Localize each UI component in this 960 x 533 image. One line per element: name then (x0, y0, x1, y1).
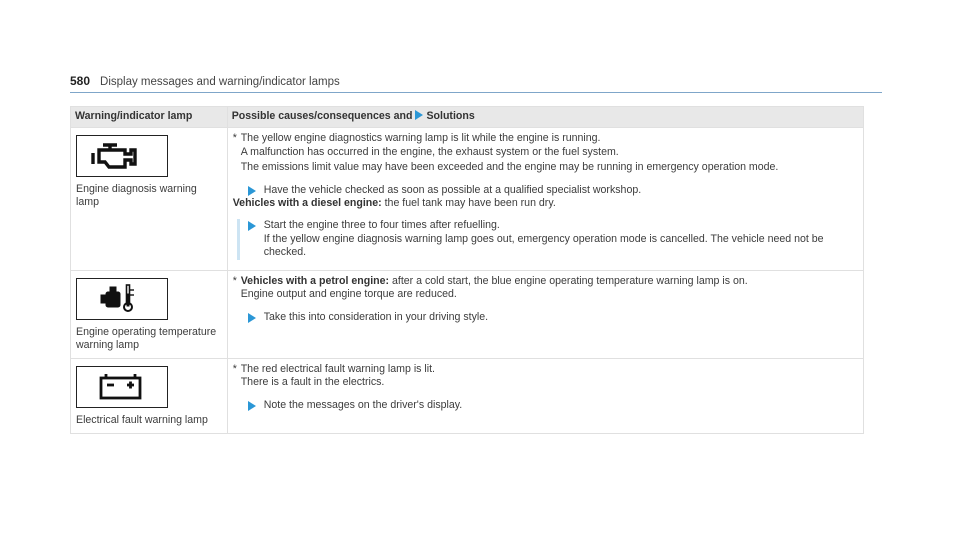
step-text: Start the engine three to four times after refuelling. (263, 218, 500, 231)
solution-step (233, 399, 858, 413)
asterisk: * (232, 362, 237, 375)
causes-cell (227, 358, 863, 433)
lamp-cell (71, 128, 228, 271)
column-header-causes-text: Possible causes/consequences and (231, 110, 413, 123)
engine-temperature-icon (76, 278, 168, 320)
bold-condition: Vehicles with a diesel engine: (232, 197, 382, 210)
warning-lamp-table (70, 106, 864, 434)
table-row (71, 358, 864, 433)
step-text: Have the vehicle checked as soon as possible at a qualified specialist workshop. (263, 183, 642, 196)
cause-text: Engine output and engine torque are reduced. (240, 288, 457, 301)
cause-text: A malfunction has occurred in the engine, the exhaust system or the fuel system. (240, 145, 619, 158)
cause-text: The red electrical fault warning lamp is lit. (240, 362, 436, 375)
step-bar (237, 219, 240, 260)
step-arrow-icon (248, 313, 256, 323)
table-row (71, 270, 864, 358)
lamp-label: Engine diagnosis warning lamp (76, 183, 197, 208)
solution-step (233, 184, 858, 198)
column-header-lamp: Warning/indicator lamp (71, 107, 228, 128)
cause-text: The emissions limit value may have been exceeded and the engine may be running in emergency operation mode. (240, 161, 779, 174)
causes-cell (227, 128, 863, 271)
step-arrow-icon (248, 186, 256, 196)
table-row (71, 128, 864, 271)
lamp-cell (71, 358, 228, 433)
step-arrow-icon (248, 221, 256, 231)
battery-icon (76, 366, 168, 408)
cause-text: The yellow engine diagnostics warning lamp is lit while the engine is running. (240, 132, 601, 144)
step-text: If the yellow engine diagnosis warning lamp goes out, emergency operation mode is cancelled. The vehicle need not be checked. (263, 232, 824, 259)
asterisk: * (232, 274, 237, 287)
page-title: Display messages and warning/indicator lamps (100, 76, 340, 88)
bold-condition: Vehicles with a petrol engine: (240, 274, 390, 287)
lamp-label: Engine operating temperature warning lamp (76, 325, 217, 351)
page-number: 580 (70, 74, 91, 88)
column-header-solutions-text: Solutions (426, 110, 475, 123)
lamp-cell (71, 270, 228, 358)
table-header-row (71, 107, 864, 128)
engine-diagnosis-icon (76, 135, 168, 177)
step-arrow-icon (248, 401, 256, 411)
step-text: Note the messages on the driver's display. (263, 398, 463, 411)
solution-step (233, 219, 858, 260)
condition-text: the fuel tank may have been run dry. (381, 197, 556, 210)
condition-text: after a cold start, the blue engine operating temperature warning lamp is on. (389, 274, 748, 287)
lamp-label: Electrical fault warning lamp (76, 413, 208, 426)
column-header-causes (227, 107, 863, 128)
solution-step (233, 311, 858, 325)
page-header (70, 73, 882, 93)
asterisk: * (232, 132, 237, 144)
step-text: Take this into consideration in your driving style. (263, 310, 489, 323)
causes-cell (227, 270, 863, 358)
cause-text: There is a fault in the electrics. (240, 376, 385, 389)
solution-arrow-icon (415, 110, 423, 120)
